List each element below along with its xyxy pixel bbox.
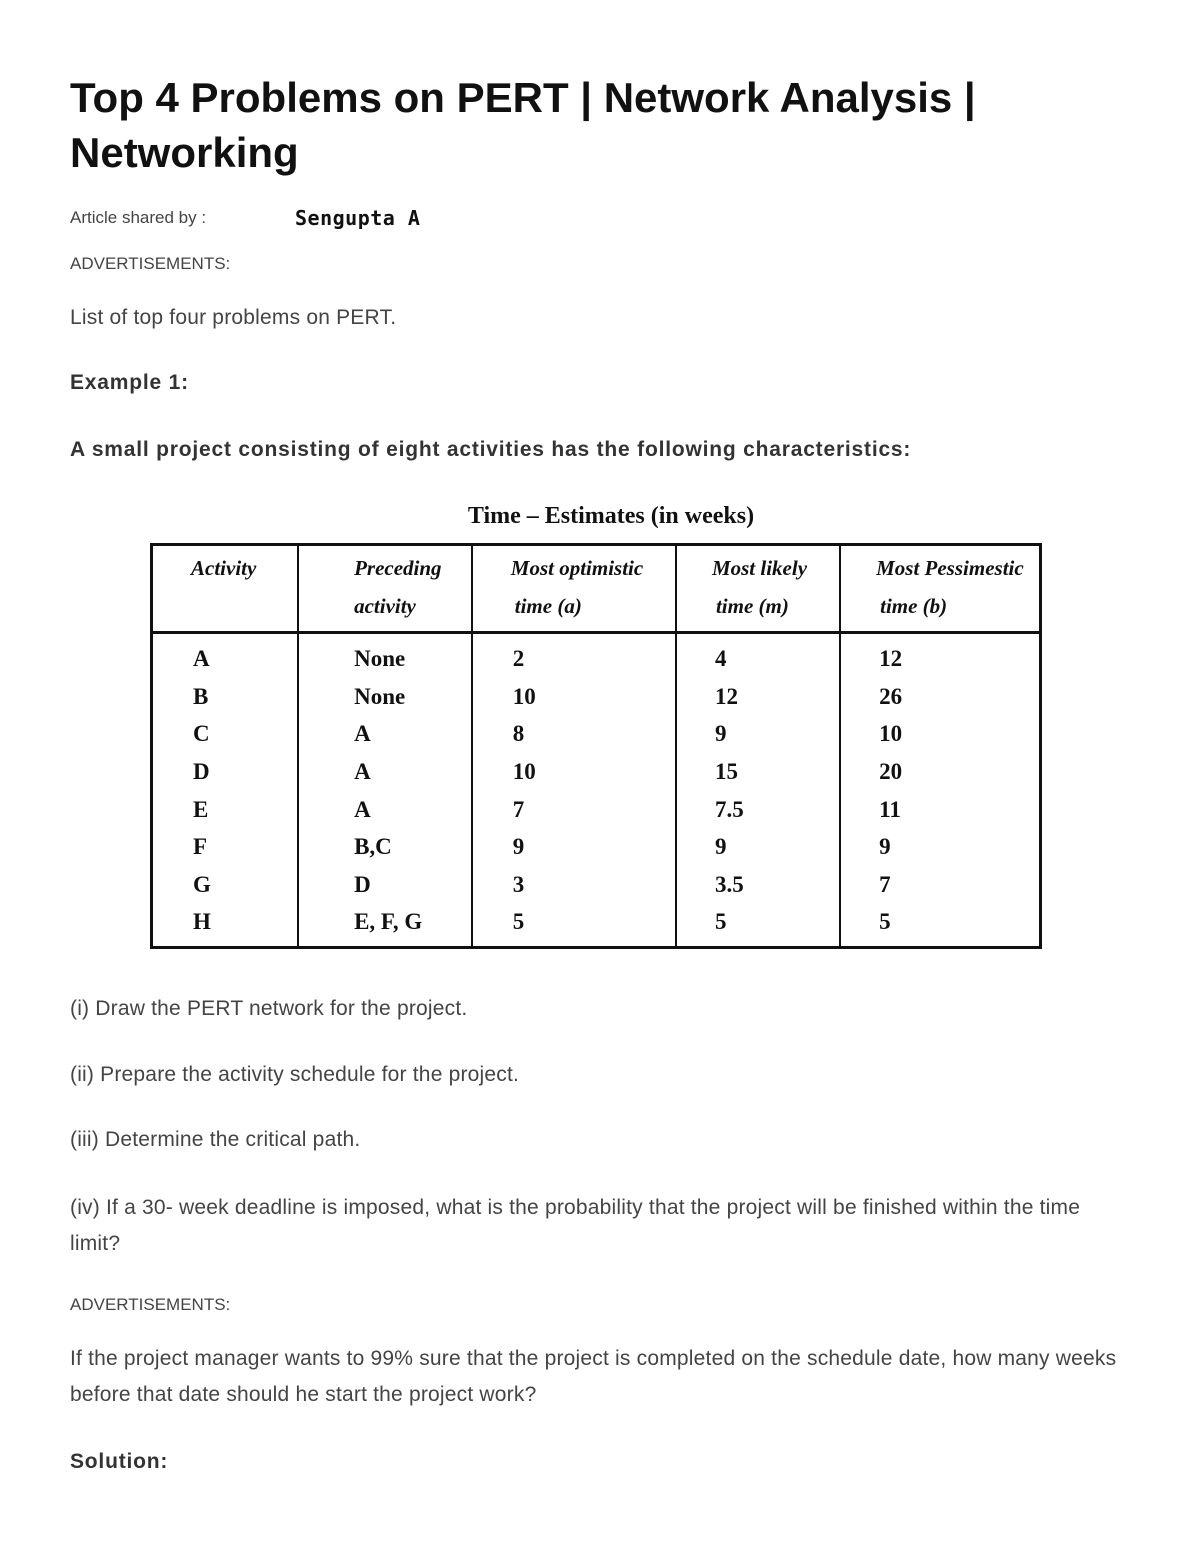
header-optimistic-time [472,545,676,633]
header-line [191,588,297,626]
table-cell: 8 [512,721,525,747]
header-line: Most likely [711,556,808,580]
table-cell: 3 [512,871,525,897]
table-cell: B [193,683,209,709]
advertisements-label: ADVERTISEMENTS: [70,1295,231,1314]
table-cell: A [354,796,371,822]
table-cell: B,C [354,834,392,860]
header-line: time (a) [514,593,582,618]
table-cell: 10 [879,721,903,747]
pert-table-figure [150,498,1042,935]
table-cell: 10 [512,758,536,784]
header-line: Activity [191,556,257,580]
likely-column [676,633,840,948]
byline [70,203,670,233]
intro-text: List of top four problems on PERT. [70,306,397,329]
table-cell: None [354,646,406,672]
header-line: Most Pessimestic [876,556,1024,580]
table-caption: Time – Estimates (in weeks) [467,503,755,529]
activity-column [152,633,299,948]
table-cell: D [193,758,210,784]
table-body-row [152,633,1041,948]
followup-question: If the project manager wants to 99% sure that the project is completed on the schedule date, how many weeks before that date should he start the project work? [70,1347,1117,1406]
table-cell: 2 [512,646,525,672]
table-cell: 12 [714,683,738,709]
header-line: Preceding [354,556,442,580]
preceding-column [298,633,472,948]
header-pessimistic-time [840,545,1040,633]
header-line: time (m) [715,593,789,618]
byline-label: Article shared by : [70,208,207,227]
problem-statement: A small project consisting of eight activities has the following characteristics: [70,438,912,461]
table-cell: C [193,721,210,747]
optimistic-column [472,633,676,948]
header-likely-time [676,545,840,633]
question-4: (iv) If a 30- week deadline is imposed, what is the probability that the project will be finished within the time limit? [70,1196,1081,1255]
table-cell: E, F, G [354,909,423,935]
table-cell: D [354,871,371,897]
table-cell: A [354,758,371,784]
table-cell: 9 [714,721,727,747]
pessimistic-column [840,633,1040,948]
table-cell: A [354,721,371,747]
page-title: Top 4 Problems on PERT | Network Analysis | Networking [70,74,976,176]
header-preceding-activity [298,545,472,633]
table-cell: 7 [512,796,525,822]
question-2: (ii) Prepare the activity schedule for the project. [70,1063,520,1086]
header-line: Most optimistic [510,556,644,580]
table-cell: 9 [512,834,525,860]
table-cell: 4 [714,646,727,672]
table-cell: None [354,683,406,709]
table-cell: 5 [512,909,525,935]
table-cell: 5 [714,909,727,935]
table-cell: 5 [879,909,891,935]
table-cell: G [193,871,211,897]
table-cell: H [193,909,211,935]
table-cell: 9 [714,834,727,860]
table-cell: 10 [512,683,536,709]
table-cell: 20 [879,758,903,784]
example-heading: Example 1: [70,371,189,394]
table-cell: E [193,796,209,822]
question-3: (iii) Determine the critical path. [70,1128,361,1151]
header-line: time (b) [880,593,948,618]
author-name[interactable]: Sengupta A [295,206,421,230]
question-1: (i) Draw the PERT network for the project. [70,997,468,1020]
header-line: activity [354,593,416,618]
table-cell: 15 [714,758,738,784]
advertisements-label: ADVERTISEMENTS: [70,254,231,273]
table-cell: F [193,834,208,860]
table-cell: 9 [879,834,891,860]
table-cell: 26 [879,683,903,709]
table-cell: 12 [879,646,903,672]
table-cell: 11 [879,796,901,822]
time-estimates-table [150,543,1042,949]
solution-heading: Solution: [70,1450,169,1473]
table-cell: 7.5 [714,796,744,822]
table-header-row [152,545,1041,633]
table-cell: A [193,646,210,672]
table-cell: 7 [879,871,891,897]
table-cell: 3.5 [714,871,744,897]
header-activity [152,545,299,633]
